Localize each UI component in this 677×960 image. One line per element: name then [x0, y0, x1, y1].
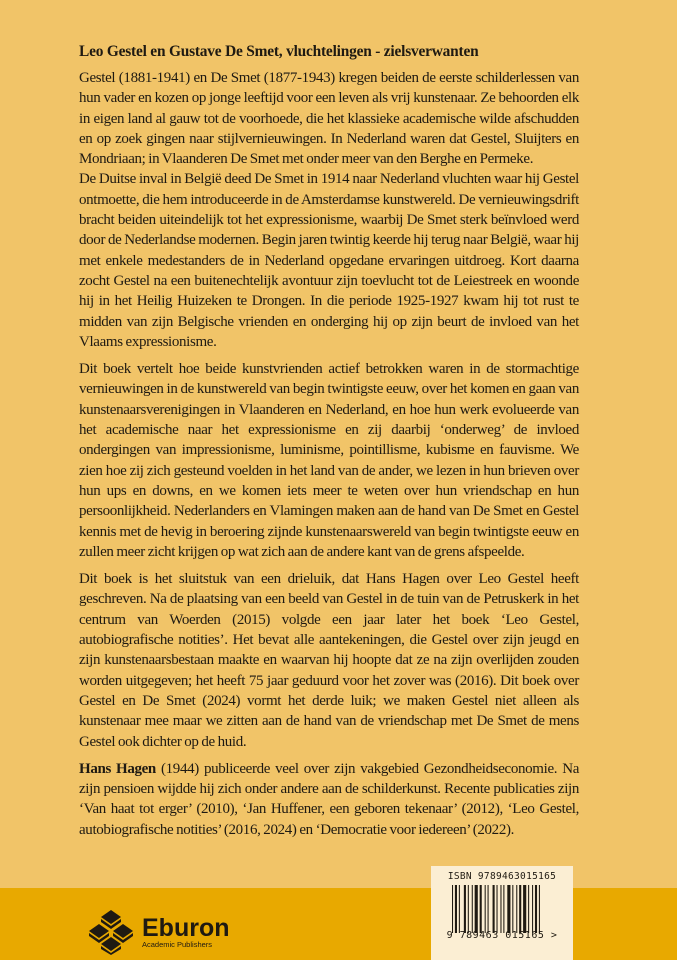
barcode-bar — [500, 885, 501, 933]
barcode-bar — [455, 885, 457, 933]
isbn-label: ISBN 9789463015165 — [447, 871, 557, 882]
paragraph-intro: Gestel (1881-1941) en De Smet (1877-1943) kregen beiden de eerste schilderlessen van hun vader en kozen op jonge leeftijd voor een leven als vrij kunstenaar. Ze behoorden elk in eigen land al gauw tot de voorhoede, die het klassieke academische wilde afschudden en op zoek gingen naar stijlvernieuwingen. In Nederland waren dat Gestel, Sluijters en Mondriaan; in Vlaanderen De Smet met onder meer van den Berghe en Permeke. — [79, 70, 579, 168]
barcode-bar — [452, 885, 453, 933]
barcode-bar — [507, 885, 510, 933]
barcode-bar — [528, 885, 529, 933]
barcode-bar — [535, 885, 537, 933]
author-bio-text: (1944) publiceerde veel over zijn vakgebied Gezondheidseconomie. Na zijn pensioen wijdde hij zich onder andere aan de schilderkunst. Recente publicaties zijn ‘Van haat tot erger’ (2010), ‘Jan Huffener, een geboren tekenaar’ (2012), ‘Leo Gestel, autobiografische notities’ (2016, 2024) en ‘Democratie voor iedereen’ (2022). — [79, 760, 580, 838]
publisher-logo — [88, 909, 230, 955]
barcode-bar — [519, 885, 521, 933]
back-cover-text — [79, 42, 579, 847]
barcode-bar — [497, 885, 498, 933]
barcode-bar — [459, 885, 460, 933]
barcode-bars — [450, 885, 554, 933]
books-logo-icon — [88, 909, 134, 955]
barcode-bar — [532, 885, 533, 933]
barcode-bar — [516, 885, 517, 933]
barcode-bar — [472, 885, 473, 933]
author-bio — [79, 759, 579, 840]
barcode-bar — [475, 885, 478, 933]
publisher-subtitle: Academic Publishers — [142, 939, 213, 949]
barcode-bar — [480, 885, 482, 933]
barcode-digits: 9 789463 015165 > — [446, 930, 558, 941]
paragraph-history: De Duitse inval in België deed De Smet in 1914 naar Nederland vluchten waar hij Gestel ontmoette, die hem introduceerde in de Amsterdamse kunstwereld. De vernieuwingsdrift bracht beiden uiteindelijk tot het expressionisme, waarbij De Smet sterk beïnvloed werd door de Nederlandse modernen. Begin jaren twintig keerde hij terug naar België, waar hij met enkele medestanders de in Nederland opgedane ervaringen uitdroeg. Kort daarna zocht Gestel na een buitenechtelijk avontuur zijn toevlucht tot de Leiestreek en woonde hij in het Heilig Huizeken te Drongen. In die periode 1925-1927 kwam hij tot rust te midden van zijn Belgische vrienden en onderging hij op zijn beurt de invloed van het Vlaams expressionisme. — [79, 171, 579, 350]
barcode-bar — [523, 885, 526, 933]
isbn-barcode — [431, 866, 573, 960]
barcode-bar — [464, 885, 466, 933]
paragraph-trilogy: Dit boek is het sluitstuk van een drieluik, dat Hans Hagen over Leo Gestel heeft geschreven. Na de plaatsing van een beeld van Gestel in de tuin van de Petruskerk in het centrum van Woerden (2015) volgde een jaar later het boek ‘Leo Gestel, autobiografische notities’. Het bevat alle aantekeningen, die Gestel over zijn jeugd en zijn kunstenaarsbestaan maakte en waarvan hij hoopte dat ze na zijn overlijden zouden worden uitgegeven; het heeft 75 jaar geduurd voor het zover was (2016). Dit boek over Gestel en De Smet (2024) vormt het derde luik; we maken Gestel niet alleen als kunstenaar mee maar we zitten aan de hand van de vriendschap met De Smet de mens Gestel ook dichter op de huid. — [79, 571, 579, 750]
barcode-bar — [468, 885, 469, 933]
paragraph-book: Dit boek vertelt hoe beide kunstvrienden actief betrokken waren in de stormachtige vernieuwingen in de kunstwereld van begin twintigste eeuw, over het komen en gaan van kunstenaarsverenigingen in Vlaanderen en Nederland, en hoe hun werk evolueerde van het academische naar het expressionisme en zij daarbij ‘onderweg’ de invloed ondergingen van impressionisme, luminisme, pointillisme, kubisme en fauvisme. We zien hoe zij zich gesteund voelden in het land van de ander, we lezen in hun brieven over hun ups en downs, en we komen iets meer te weten over hun vriendschap en hun persoonlijkheid. Nederlanders en Vlamingen maken aan de hand van De Smet en Gestel kennis met de hevig in beroering zijnde kunstenaarswereld van begin twintigste eeuw en zullen meer zicht krijgen op wat zich aan de andere kant van de grens afspeelde. — [79, 361, 579, 560]
barcode-bar — [539, 885, 540, 933]
blurb-title: Leo Gestel en Gustave De Smet, vluchtelingen - zielsverwanten — [79, 43, 479, 60]
author-name: Hans Hagen — [79, 760, 156, 777]
publisher-name: Eburon — [142, 913, 230, 942]
barcode-bar — [488, 885, 489, 933]
barcode-bar — [493, 885, 495, 933]
barcode-bar — [512, 885, 513, 933]
barcode-bar — [485, 885, 486, 933]
barcode-bar — [503, 885, 504, 933]
